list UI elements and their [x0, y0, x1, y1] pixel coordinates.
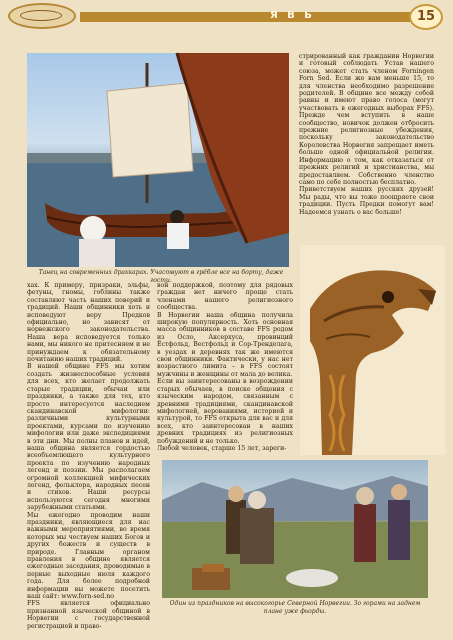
article-column-left: хах. К примеру, призраки, эльфы, фетуны, гномы, гоблины также составляют часть наших поверий и традиций. Наши общинники хоть и исповедуют веру Предков официально, но зависят от норвежского законодательства. Наша вера исповедуется только нами, мы никого не притесняем и не принуждаем к обязательному почитанию наших традиций. В нашей общине FFS мы хотим создать жизнеспособные условия для всех, кто желает продолжать старые традиции, обычаи или праздники, а также для тех, кто просто интересуется наследием скандинавской мифологии: различными культурными проектами, курсами по изучению мифологии или даже экспедициями в эти дни. Мы полны планов и идей, наша община является гордостью всеобъемлющего культурного проекта по изучению народных легенд и поэзии. Мы располагаем огромной коллекцией мифических легенд, фольклора, народных песен и стихов. Наши ресурсы используются сегодня многими зарубежными статьями. Мы ежегодно проводим наши праздники, являющиеся для нас важными мероприятиями, во время которых мы чествуем наших Богов и других божеств и существ в природе. Главным органом правления в общине является ежегодные заседания, проводимые в первые выходные июля каждого года. Для более подробной информации вы можете посетить наш сайт: www.forn-sed.no FFS является официально признанной языческой общиной в Норвегии с государственной регистрацией и право-: [27, 282, 150, 630]
article-column-middle: вой поддержкой, поэтому для рядовых граждан нет ничего проще стать членами нашего религиозного сообщества. В Норвегии наша община получила широкую популярность. Хоть основная масса общинников в составе FFS родом из Осло, Аксерхуса, провинций Ёстфольд, Вестфольд и Сор-Тренделага, в уездах и деревнях так же имеются свои общинники. Фактически, у нас нет возрастного лимита – в FFS состоят мужчины и женщины от мала до велика. Если вы заинтересованы в возрождении старых обычаев, в поиске общения с языческим народом, связанным с древними традициями, скандинавской мифологией, верованиями, историей и культурой, то FFS открыта для вас и для всех, кто заинтересован в наших древних традициях из религиозных побуждений и не только. Любой человек, старше 15 лет, зареги-: [157, 282, 293, 452]
decorative-ornament: [8, 3, 76, 29]
running-title: Я В Ь: [270, 10, 315, 21]
page-number: 15: [409, 4, 443, 30]
dragon-head-carving-photo: [300, 245, 445, 455]
top-photo-caption: Танец на современных драккарах. Участвуют в грёбле все на борту, даже гости.: [38, 269, 284, 284]
article-column-right: стрированный как гражданин Норвегии и готовый соблюдать Устав нашего союза, может стать членом Forningen Forn Sed. Если же вам меньше 15, то для членства необходимо разрешение родителей. В общине все между собой равны и имеют право голоса (могут участвовать в ежегодных выборах FFS). Прежде чем вступить в наше сообщество, новичок должен отбросить прежние религиозные убеждения, поскольку законодательство Королевства Норвегия запрещает иметь больше одной официальной религии. Информацию о том, как отказаться от прежних религий и христианства, мы предоставляем. Собственно членство само по себе полностью бесплатно. Приветствуем наших русских друзей! Мы рады, что вы тоже поощряете свои традиции. Пусть Предки помогут вам! Надеемся узнать о вас больше!: [299, 53, 434, 216]
header-bar: [80, 12, 440, 22]
bottom-photo-caption: Один из праздников на высокогорье Северной Норвегии. Зо горами на заднем плане уже фьорды.: [169, 600, 421, 615]
festival-photo: [162, 460, 428, 598]
viking-ship-photo: [27, 53, 289, 267]
page-header: [0, 0, 453, 30]
